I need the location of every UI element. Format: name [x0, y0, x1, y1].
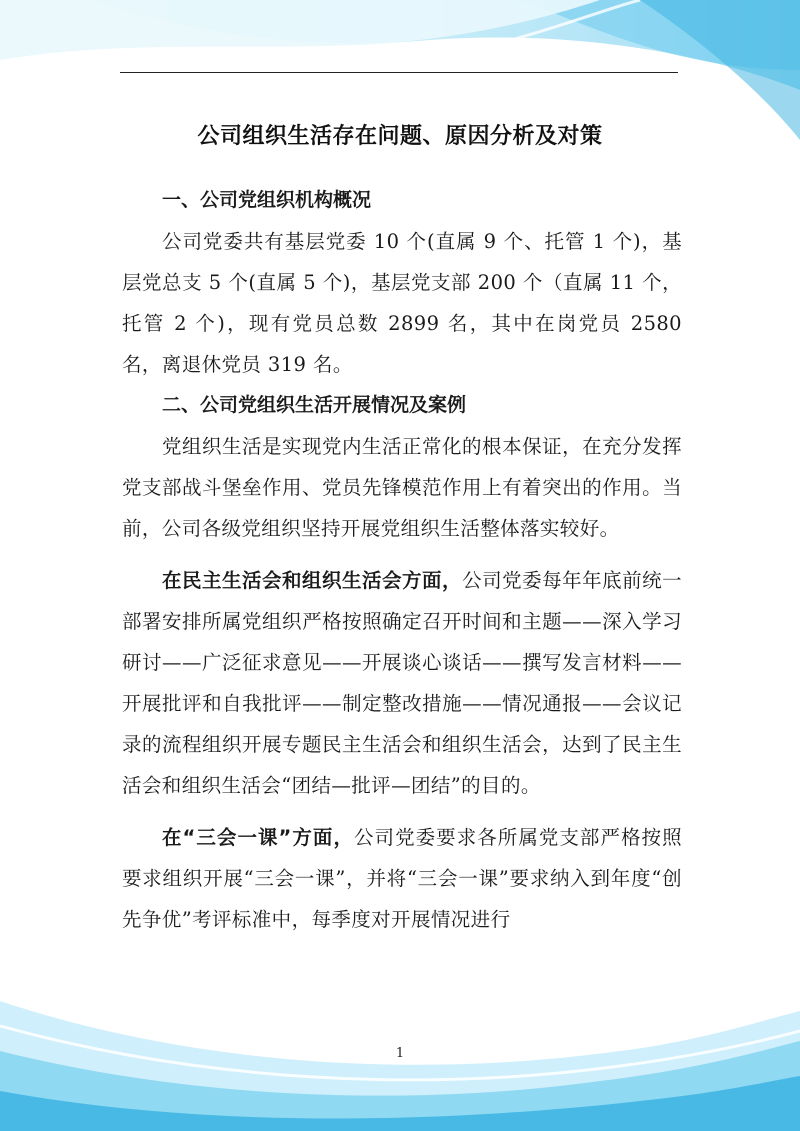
document-body	[122, 180, 682, 940]
paragraph-democratic-life	[122, 560, 682, 806]
page-number: 1	[395, 1046, 405, 1061]
paragraph-lead: 在“三会一课”方面，	[162, 826, 355, 849]
paragraph-three-meetings	[122, 817, 682, 940]
paragraph-overview	[122, 221, 682, 385]
header-rule	[120, 72, 678, 73]
paragraph-text: 党组织生活是实现党内生活正常化的根本保证，在充分发挥党支部战斗堡垒作用、党员先锋模范作用上有着突出的作用。当前，公司各级党组织坚持开展党组织生活整体落实较好。	[122, 435, 682, 540]
paragraph-activities-intro	[122, 426, 682, 549]
paragraph-text: 公司党委共有基层党委 10 个(直属 9 个、托管 1 个)，基层党总支 5 个(直属 5 个)，基层党支部 200 个（直属 11 个，托管 2 个)，现有党员总数 2899 名，其中在岗党员 2580 名，离退休党员 319 名。	[122, 230, 682, 376]
section-heading-overview: 一、公司党组织机构概况	[162, 189, 372, 211]
section-heading-activities: 二、公司党组织生活开展情况及案例	[162, 394, 467, 416]
document-title: 公司组织生活存在问题、原因分析及对策	[197, 123, 603, 149]
paragraph-text: 公司党委每年年底前统一部署安排所属党组织严格按照确定召开时间和主题——深入学习研讨——广泛征求意见——开展谈心谈话——撰写发言材料——开展批评和自我批评——制定整改措施——情况通报——会议记录的流程组织开展专题民主生活会和组织生活会，达到了民主生活会和组织生活会“团结—批评—团结”的目的。	[122, 569, 682, 797]
paragraph-text: 公司党委要求各所属党支部严格按照要求组织开展“三会一课”，并将“三会一课”要求纳入到年度“创先争优”考评标准中，每季度对开展情况进行	[122, 826, 682, 931]
paragraph-lead: 在民主生活会和组织生活会方面，	[162, 569, 463, 592]
